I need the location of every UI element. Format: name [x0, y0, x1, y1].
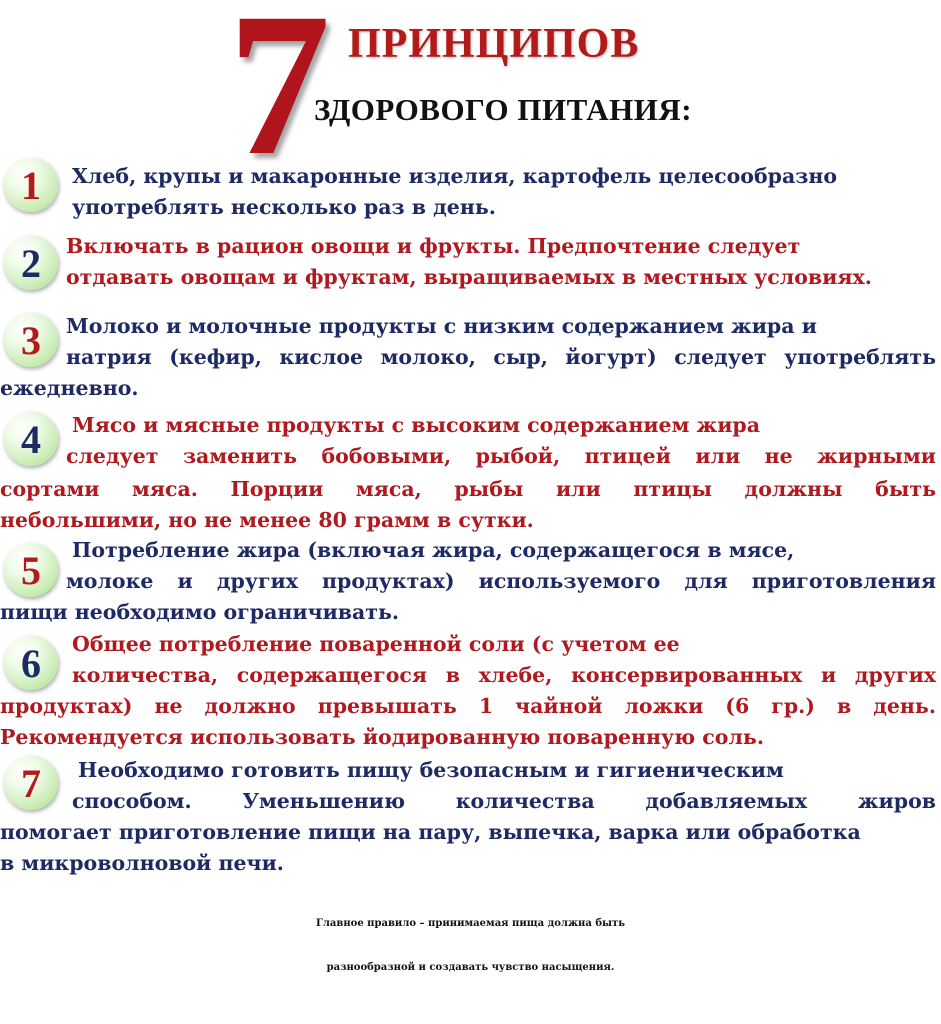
principle-6-line-1: Общее потребление поваренной соли (с учетом ее	[72, 632, 680, 656]
number-badge-2: 2	[4, 236, 58, 290]
principle-4-line-2: следует заменить бобовыми, рыбой, птицей или не жирными	[66, 444, 936, 468]
principle-7-line-4: в микроволновой печи.	[0, 851, 284, 875]
main-rule-line-2: разнообразной и создавать чувство насыщения.	[326, 962, 615, 973]
principle-3-line-2: натрия (кефир, кислое молоко, сыр, йогурт) следует употреблять	[66, 345, 936, 369]
principle-3-line-1: Молоко и молочные продукты с низким содержанием жира и	[66, 314, 817, 338]
principle-5-line-1: Потребление жира (включая жира, содержащегося в мясе,	[72, 538, 795, 562]
number-badge-1: 1	[4, 158, 58, 212]
principle-1-line-1: Хлеб, крупы и макаронные изделия, картофель целесообразно	[72, 164, 838, 188]
page-title: ПРИНЦИПОВ	[348, 21, 640, 67]
number-badge-6: 6	[4, 636, 58, 690]
principle-5-line-3: пищи необходимо ограничивать.	[0, 600, 400, 624]
number-badge-4: 4	[4, 412, 58, 466]
principle-4-line-3: сортами мяса. Порции мяса, рыбы или птицы должны быть	[0, 477, 936, 501]
principle-7-line-3: помогает приготовление пищи на пару, выпечка, варка или обработка	[0, 820, 861, 844]
number-badge-3: 3	[4, 313, 58, 367]
number-badge-5: 5	[4, 543, 58, 597]
principle-6-line-3: продуктах) не должно превышать 1 чайной ложки (6 гр.) в день.	[0, 694, 936, 718]
principle-4-line-4: небольшими, но не менее 80 грамм в сутки.	[0, 508, 534, 532]
big-number-seven: 7	[228, 0, 327, 198]
principle-4-line-1: Мясо и мясные продукты с высоким содержанием жира	[72, 413, 761, 437]
principle-7-line-2: способом. Уменьшению количества добавляемых жиров	[72, 789, 936, 813]
page-subtitle: ЗДОРОВОГО ПИТАНИЯ:	[314, 92, 693, 127]
main-rule-line-1: Главное правило – принимаемая пища должна быть	[315, 918, 626, 929]
principle-3-line-3: ежедневно.	[0, 376, 139, 400]
principle-1-line-2: употреблять несколько раз в день.	[72, 195, 496, 219]
principle-7-line-1: Необходимо готовить пищу безопасным и гигиеническим	[78, 758, 784, 782]
principle-2-line-2: отдавать овощам и фруктам, выращиваемых в местных условиях.	[66, 265, 872, 289]
number-badge-7: 7	[4, 756, 58, 810]
principle-6-line-2: количества, содержащегося в хлебе, консервированных и других	[72, 663, 936, 687]
principle-6-line-4: Рекомендуется использовать йодированную поваренную соль.	[0, 725, 764, 749]
principle-2-line-1: Включать в рацион овощи и фрукты. Предпочтение следует	[66, 234, 801, 258]
principle-5-line-2: молоке и других продуктах) используемого для приготовления	[66, 569, 936, 593]
